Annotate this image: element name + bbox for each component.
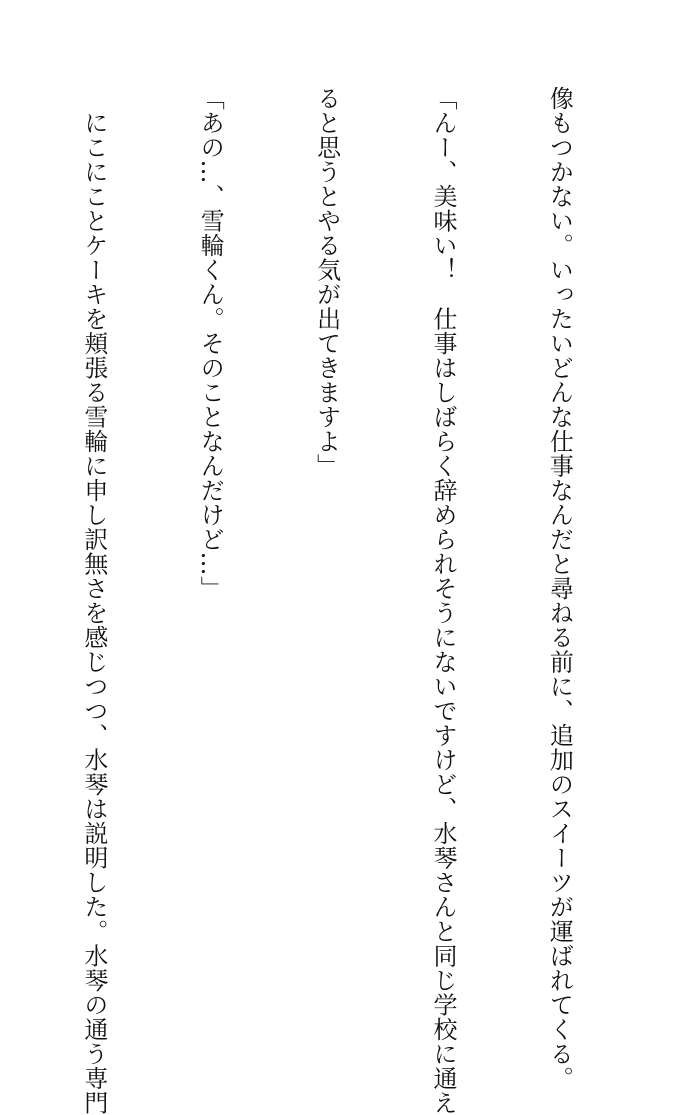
- text-line: 像もつかない。いったいどんな仕事なんだと尋ねる前に、追加のスイーツが運ばれてくる。: [545, 86, 574, 1091]
- text-line: にこにことケーキを頬張る雪輪に申し訳無さを感じつつ、水琴は説明した。水琴の通う専門: [79, 86, 108, 1115]
- text-line: ると思うとやる気が出てきますよ」: [312, 86, 341, 478]
- text-line: 「んー、美味い！ 仕事はしばらく辞められそうにないですけど、水琴さんと同じ学校に通え: [429, 86, 458, 1115]
- text-line: 「あの…、雪輪くん。そのことなんだけど…」: [196, 86, 225, 601]
- vertical-text-body: [0, 86, 656, 1115]
